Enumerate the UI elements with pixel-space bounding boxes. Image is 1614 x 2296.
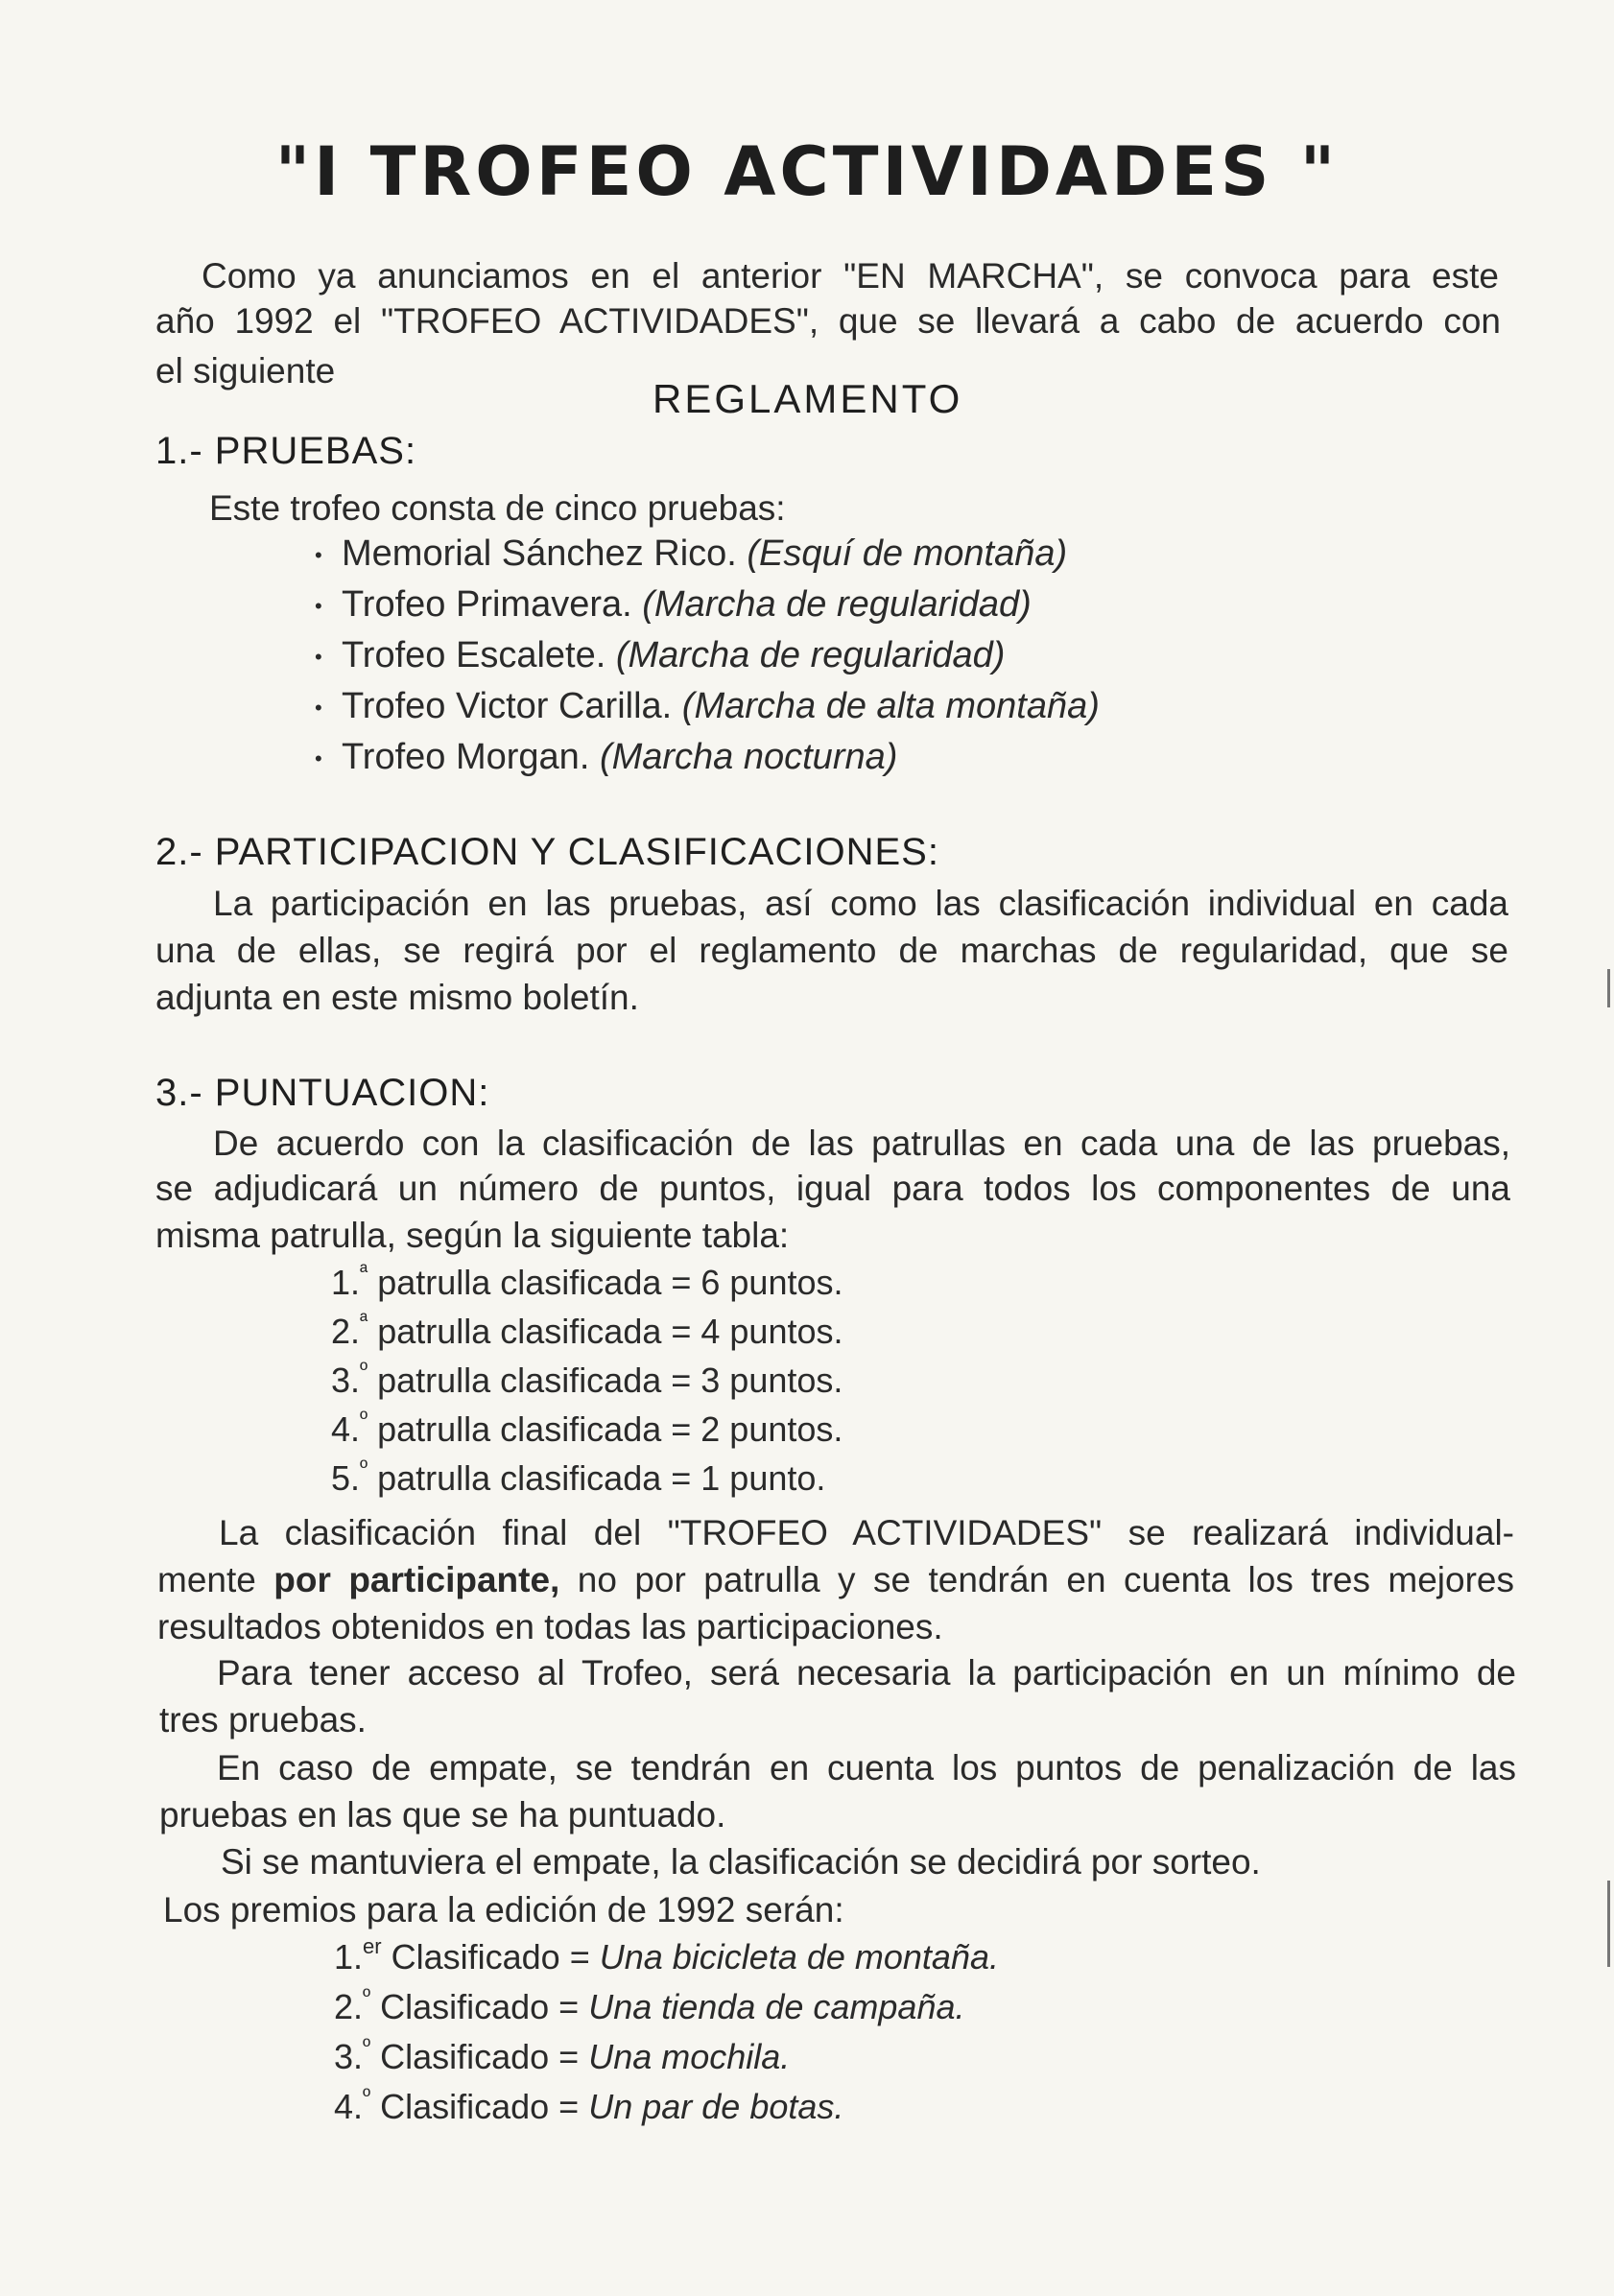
points-row: 5.$^º$ patrulla clasificada = 1 punto.	[331, 1456, 826, 1498]
points-row: 2.$^ª$ patrulla clasificada = 4 puntos.	[331, 1309, 843, 1351]
intro-line-2: año 1992 el "TROFEO ACTIVIDADES", que se llevará a cabo de acuerdo con	[155, 301, 1501, 341]
page-title: "I TROFEO ACTIVIDADES "	[274, 132, 1340, 211]
scan-edge-mark	[1607, 969, 1610, 1007]
bullet-icon: •	[315, 695, 322, 720]
section-3-p2-line-1: La clasificación final del "TROFEO ACTIVIDADES" se realizará individual-	[219, 1513, 1514, 1552]
prize-row: 2.$^º$ Clasificado = Una tienda de campaña.	[334, 1984, 965, 2026]
section-2-line-1: La participación en las pruebas, así como las clasificación individual en cada	[213, 884, 1508, 923]
prueba-item: • Trofeo Morgan. (Marcha nocturna)	[315, 737, 898, 777]
section-2-heading: 2.- PARTICIPACION Y CLASIFICACIONES:	[155, 831, 939, 873]
reglamento-heading: REGLAMENTO	[653, 376, 963, 421]
prueba-item: • Trofeo Primavera. (Marcha de regularidad)	[315, 584, 1032, 625]
bullet-icon: •	[315, 746, 322, 770]
section-2-line-2: una de ellas, se regirá por el reglamento de marchas de regularidad, que se	[155, 931, 1508, 970]
bullet-icon: •	[315, 542, 322, 567]
section-3-p2-line-3: resultados obtenidos en todas las participaciones.	[157, 1607, 943, 1646]
prizes-lead: Los premios para la edición de 1992 serán:	[163, 1890, 844, 1929]
prueba-item: • Trofeo Escalete. (Marcha de regularidad)	[315, 635, 1006, 675]
section-1-lead: Este trofeo consta de cinco pruebas:	[209, 488, 786, 528]
prize-row: 1.$^{er}$ Clasificado = Una bicicleta de montaña.	[334, 1934, 999, 1976]
bullet-icon: •	[315, 644, 322, 669]
section-3-p5: Si se mantuviera el empate, la clasificación se decidirá por sorteo.	[221, 1842, 1261, 1882]
section-3-p4-line-2: pruebas en las que se ha puntuado.	[159, 1795, 726, 1834]
section-3-p1-line-3: misma patrulla, según la siguiente tabla:	[155, 1216, 790, 1255]
section-3-p3-line-1: Para tener acceso al Trofeo, será necesaria la participación en un mínimo de	[217, 1653, 1516, 1692]
section-2-line-3: adjunta en este mismo boletín.	[155, 978, 639, 1017]
scan-edge-mark	[1607, 1881, 1610, 1967]
points-row: 4.$^º$ patrulla clasificada = 2 puntos.	[331, 1407, 843, 1449]
prize-row: 3.$^º$ Clasificado = Una mochila.	[334, 2034, 791, 2076]
points-row: 3.$^º$ patrulla clasificada = 3 puntos.	[331, 1358, 843, 1400]
section-3-p3-line-2: tres pruebas.	[159, 1700, 367, 1740]
prueba-item: • Trofeo Victor Carilla. (Marcha de alta montaña)	[315, 686, 1100, 726]
intro-line-1: Como ya anunciamos en el anterior "EN MARCHA", se convoca para este	[202, 256, 1499, 296]
section-3-heading: 3.- PUNTUACION:	[155, 1072, 490, 1114]
prueba-item: • Memorial Sánchez Rico. (Esquí de montaña)	[315, 533, 1068, 574]
prize-row: 4.$^º$ Clasificado = Un par de botas.	[334, 2084, 844, 2126]
section-3-p1-line-2: se adjudicará un número de puntos, igual para todos los componentes de una	[155, 1169, 1510, 1208]
section-1-heading: 1.- PRUEBAS:	[155, 430, 417, 472]
section-3-p1-line-1: De acuerdo con la clasificación de las patrullas en cada una de las pruebas,	[213, 1124, 1510, 1163]
bullet-icon: •	[315, 593, 322, 618]
section-3-p2-line-2: mente por participante, no por patrulla y se tendrán en cuenta los tres mejores	[157, 1560, 1514, 1599]
intro-line-3: el siguiente	[155, 351, 336, 391]
points-row: 1.$^ª$ patrulla clasificada = 6 puntos.	[331, 1260, 843, 1302]
section-3-p4-line-1: En caso de empate, se tendrán en cuenta los puntos de penalización de las	[217, 1748, 1516, 1787]
